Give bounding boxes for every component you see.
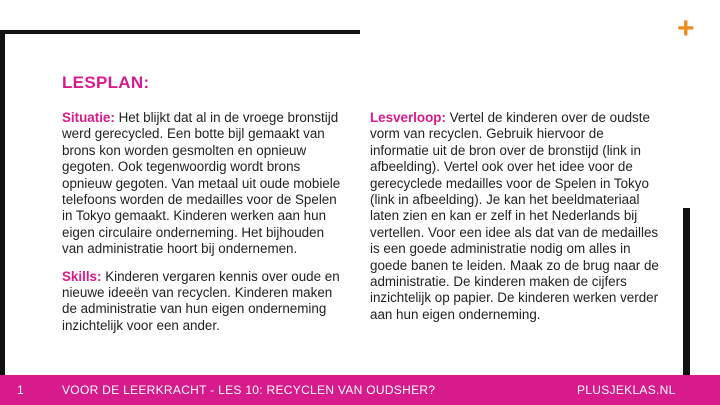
skills-paragraph bbox=[62, 269, 347, 335]
footer-bar bbox=[0, 375, 720, 405]
situatie-label: Situatie: bbox=[62, 110, 115, 125]
plus-icon: + bbox=[677, 12, 695, 45]
situatie-paragraph bbox=[62, 110, 347, 258]
right-column bbox=[370, 110, 662, 334]
skills-label: Skills: bbox=[62, 268, 102, 284]
page-title: LESPLAN: bbox=[62, 73, 150, 92]
lesverloop-paragraph bbox=[370, 110, 662, 323]
frame-top-line bbox=[0, 30, 360, 34]
footer-site-link[interactable]: PLUSJEKLAS.NL bbox=[577, 383, 676, 397]
frame-left-line bbox=[0, 30, 5, 375]
lesverloop-label: Lesverloop: bbox=[370, 110, 446, 125]
lesverloop-text: Vertel de kinderen over de oudste vorm van recyclen. Gebruik hiervoor de informatie uit de bron over de bronstijd (link in afbeelding). Vertel ook over het idee voor de gerecyclede medailles voor de Spelen in Tokyo (link in afbeelding). Je kan het beeldmateriaal laten zien en kan er zelf in het Nederlands bij vertellen. Voor een idee als dat van de medailles is een goede administratie nodig om alles in goede banen te leiden. Maak zo de brug naar de administratie. De kinderen maken de cijfers inzichtelijk op papier. De kinderen werken verder aan hun eigen onderneming. bbox=[370, 110, 659, 322]
left-column bbox=[62, 110, 347, 345]
footer-lesson-title: VOOR DE LEERKRACHT - LES 10: RECYCLEN VAN OUDSHER? bbox=[62, 383, 436, 397]
situatie-text: Het blijkt dat al in de vroege bronstijd werd gerecycled. Een botte bijl gemaakt van brons kon worden gesmolten en opnieuw gegoten. Ook tegenwoordig wordt brons opnieuw gegoten. Van metaal uit oude mobiele telefoons worden de medailles voor de Spelen in Tokyo gemaakt. Kinderen werken aan hun eigen circulaire onderneming. Het bijhouden van administratie hoort bij ondernemen. bbox=[62, 110, 341, 257]
page-number: 1 bbox=[17, 383, 24, 397]
skills-text: Kinderen vergaren kennis over oude en nieuwe ideeën van recyclen. Kinderen maken de administratie van hun eigen onderneming inzichtelijk voor een ander. bbox=[62, 268, 340, 333]
